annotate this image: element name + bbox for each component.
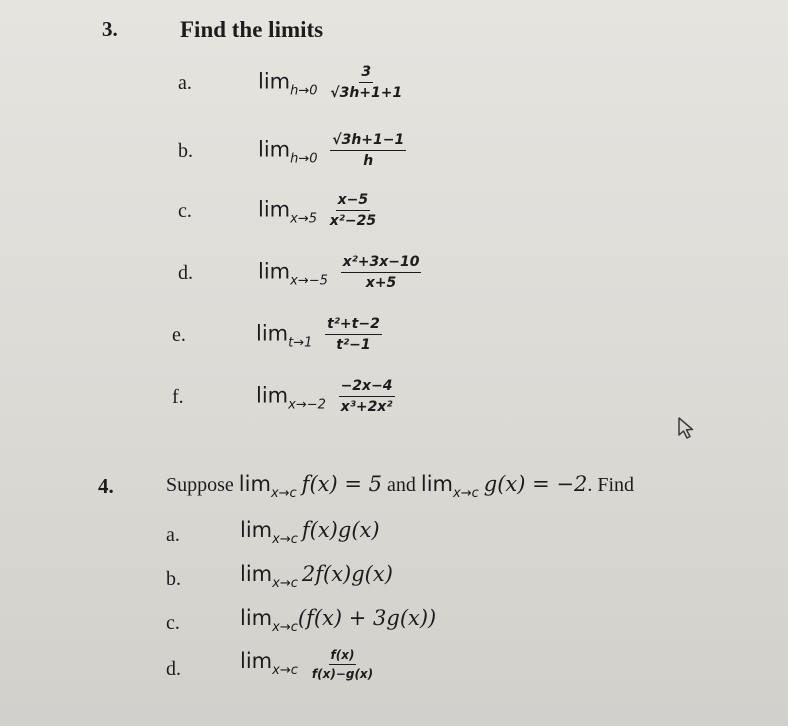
denominator: x+5 xyxy=(365,275,397,291)
lim-subscript: x→c xyxy=(453,486,479,501)
lim-operator: lim xyxy=(256,321,289,346)
item-3d-expression xyxy=(258,254,421,291)
item-3b-label: b. xyxy=(178,140,193,162)
lim-operator: lim xyxy=(258,137,291,162)
item-4c-expression xyxy=(240,606,436,635)
denominator: h xyxy=(363,153,374,169)
lim-subscript: x→−2 xyxy=(288,397,326,413)
lim-subscript: h→0 xyxy=(290,83,318,99)
lim-subscript: t→1 xyxy=(288,335,313,351)
lim-operator: lim xyxy=(256,383,289,408)
item-3f-label: f. xyxy=(172,386,184,408)
denominator: f(x)−g(x) xyxy=(311,667,374,681)
given-limit-f: f(x) = 5 xyxy=(301,472,382,496)
lim-subscript: x→c xyxy=(272,663,298,679)
fraction xyxy=(330,192,376,229)
mouse-pointer-icon xyxy=(676,416,698,440)
denominator: x³+2x² xyxy=(340,399,393,415)
fraction xyxy=(325,316,382,353)
limit-argument: 2f(x)g(x) xyxy=(301,562,393,586)
lim-operator: lim xyxy=(258,259,291,284)
item-4a-expression xyxy=(240,518,380,547)
item-3a-expression xyxy=(258,64,402,101)
problem-4-number: 4. xyxy=(98,474,114,498)
item-3a-label: a. xyxy=(178,72,192,94)
numerator: −2x−4 xyxy=(339,378,395,397)
numerator: x−5 xyxy=(336,192,371,211)
item-3e-expression xyxy=(256,316,382,353)
lim-subscript: x→c xyxy=(270,486,297,501)
lim-operator: lim xyxy=(240,649,273,674)
numerator: x²+3x−10 xyxy=(341,254,422,273)
problem-4-statement xyxy=(166,472,634,501)
lim-operator: lim xyxy=(258,69,291,94)
item-4d-label: d. xyxy=(166,658,181,680)
numerator: f(x) xyxy=(329,648,357,665)
limit-argument: (f(x) + 3g(x)) xyxy=(297,606,437,630)
and-word: and xyxy=(386,474,416,496)
denominator: x²−25 xyxy=(329,213,377,229)
item-3d-label: d. xyxy=(178,262,193,284)
find-word: . Find xyxy=(587,474,635,496)
item-4c-label: c. xyxy=(166,612,180,634)
limit-argument: f(x)g(x) xyxy=(301,518,380,542)
fraction xyxy=(341,254,422,291)
item-3e-label: e. xyxy=(172,324,186,346)
lim-operator: lim xyxy=(240,518,273,542)
denominator: √3h+1+1 xyxy=(330,85,403,101)
lim-subscript: x→5 xyxy=(290,211,317,227)
item-3c-label: c. xyxy=(178,200,192,222)
lim-subscript: x→c xyxy=(272,620,298,635)
numerator: √3h+1−1 xyxy=(330,132,406,151)
lim-subscript: x→c xyxy=(272,576,298,591)
fraction xyxy=(330,132,406,169)
given-limit-g: g(x) = −2 xyxy=(483,472,588,496)
item-4d-expression xyxy=(240,648,373,681)
item-3c-expression xyxy=(258,192,376,229)
intro-word: Suppose xyxy=(166,474,234,496)
lim-operator: lim xyxy=(258,197,291,222)
lim-operator: lim xyxy=(240,562,273,586)
numerator: t²+t−2 xyxy=(325,316,382,335)
numerator: 3 xyxy=(359,64,373,83)
lim-subscript: h→0 xyxy=(290,151,318,167)
problem-3-heading: Find the limits xyxy=(180,17,324,42)
fraction xyxy=(330,64,402,101)
fraction xyxy=(312,648,373,681)
denominator: t²−1 xyxy=(336,337,371,353)
item-4a-label: a. xyxy=(166,524,180,546)
lim-operator: lim xyxy=(238,472,271,496)
lim-operator: lim xyxy=(240,606,273,630)
item-3f-expression xyxy=(256,378,395,415)
problem-3-number: 3. xyxy=(102,17,118,41)
lim-operator: lim xyxy=(420,472,454,496)
lim-subscript: x→−5 xyxy=(290,273,328,289)
lim-subscript: x→c xyxy=(272,532,298,547)
fraction xyxy=(339,378,395,415)
item-4b-label: b. xyxy=(166,568,181,590)
item-4b-expression xyxy=(240,562,393,591)
item-3b-expression xyxy=(258,132,406,169)
